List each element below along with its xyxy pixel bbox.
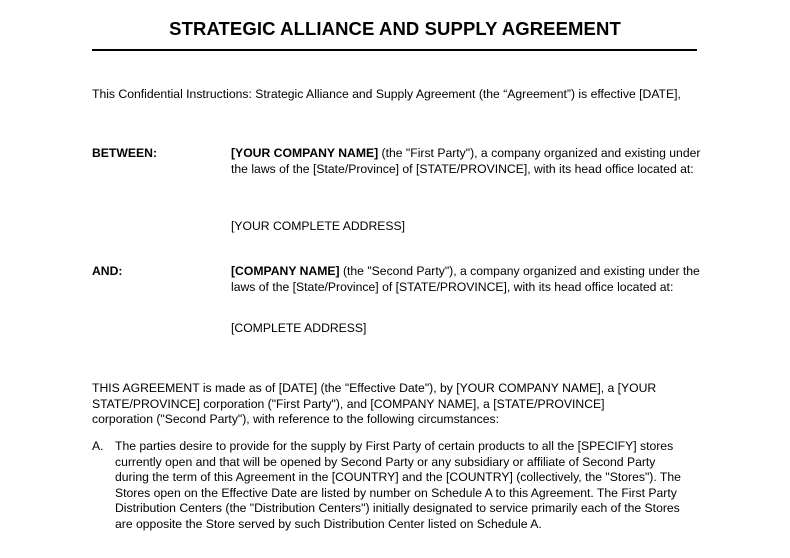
- first-party-text: (the "First Party"), a company organized and existing under the laws of the [State/Province] of [STATE/PROVINCE], with its head office located at:: [231, 146, 701, 176]
- and-label: AND:: [92, 264, 123, 278]
- first-party-description: [231, 146, 701, 177]
- recital-marker: A.: [92, 439, 104, 453]
- second-party-address: [COMPLETE ADDRESS]: [231, 321, 367, 335]
- recital-text: The parties desire to provide for the supply by First Party of certain products to all the [SPECIFY] stores currently open and that will be opened by Second Party or any subsidiary or affiliate of Second Party during the term of this Agreement in the [COUNTRY] and the [COUNTRY] (collectively, the "Stores"). The Stores open on the Effective Date are listed by number on Schedule A to this Agreement. The First Party Distribution Centers (the "Distribution Centers") initially designated to service primarily each of the Stores are opposite the Store served by such Distribution Center listed on Schedule A.: [115, 439, 681, 531]
- second-party-name: [COMPANY NAME]: [231, 264, 340, 278]
- document-title: STRATEGIC ALLIANCE AND SUPPLY AGREEMENT: [169, 18, 621, 39]
- second-party-text: (the "Second Party"), a company organized and existing under the laws of the [State/Province] of [STATE/PROVINCE], with its head office located at:: [231, 264, 700, 294]
- made-as-of-paragraph: THIS AGREEMENT is made as of [DATE] (the "Effective Date"), by [YOUR COMPANY NAME], a [YOUR STATE/PROVINCE] corporation ("First Party"), and [COMPANY NAME], a [STATE/PROVINCE] corporation ("Second Party"), with reference to the following circumstances:: [92, 381, 657, 426]
- title-underline: [92, 49, 697, 51]
- first-party-address: [YOUR COMPLETE ADDRESS]: [231, 219, 406, 233]
- second-party-description: [231, 264, 701, 295]
- intro-paragraph: This Confidential Instructions: Strategic Alliance and Supply Agreement (the “Agreement”) is effective [DATE],: [92, 87, 681, 101]
- first-party-name: [YOUR COMPANY NAME]: [231, 146, 379, 160]
- between-label: BETWEEN:: [92, 146, 157, 160]
